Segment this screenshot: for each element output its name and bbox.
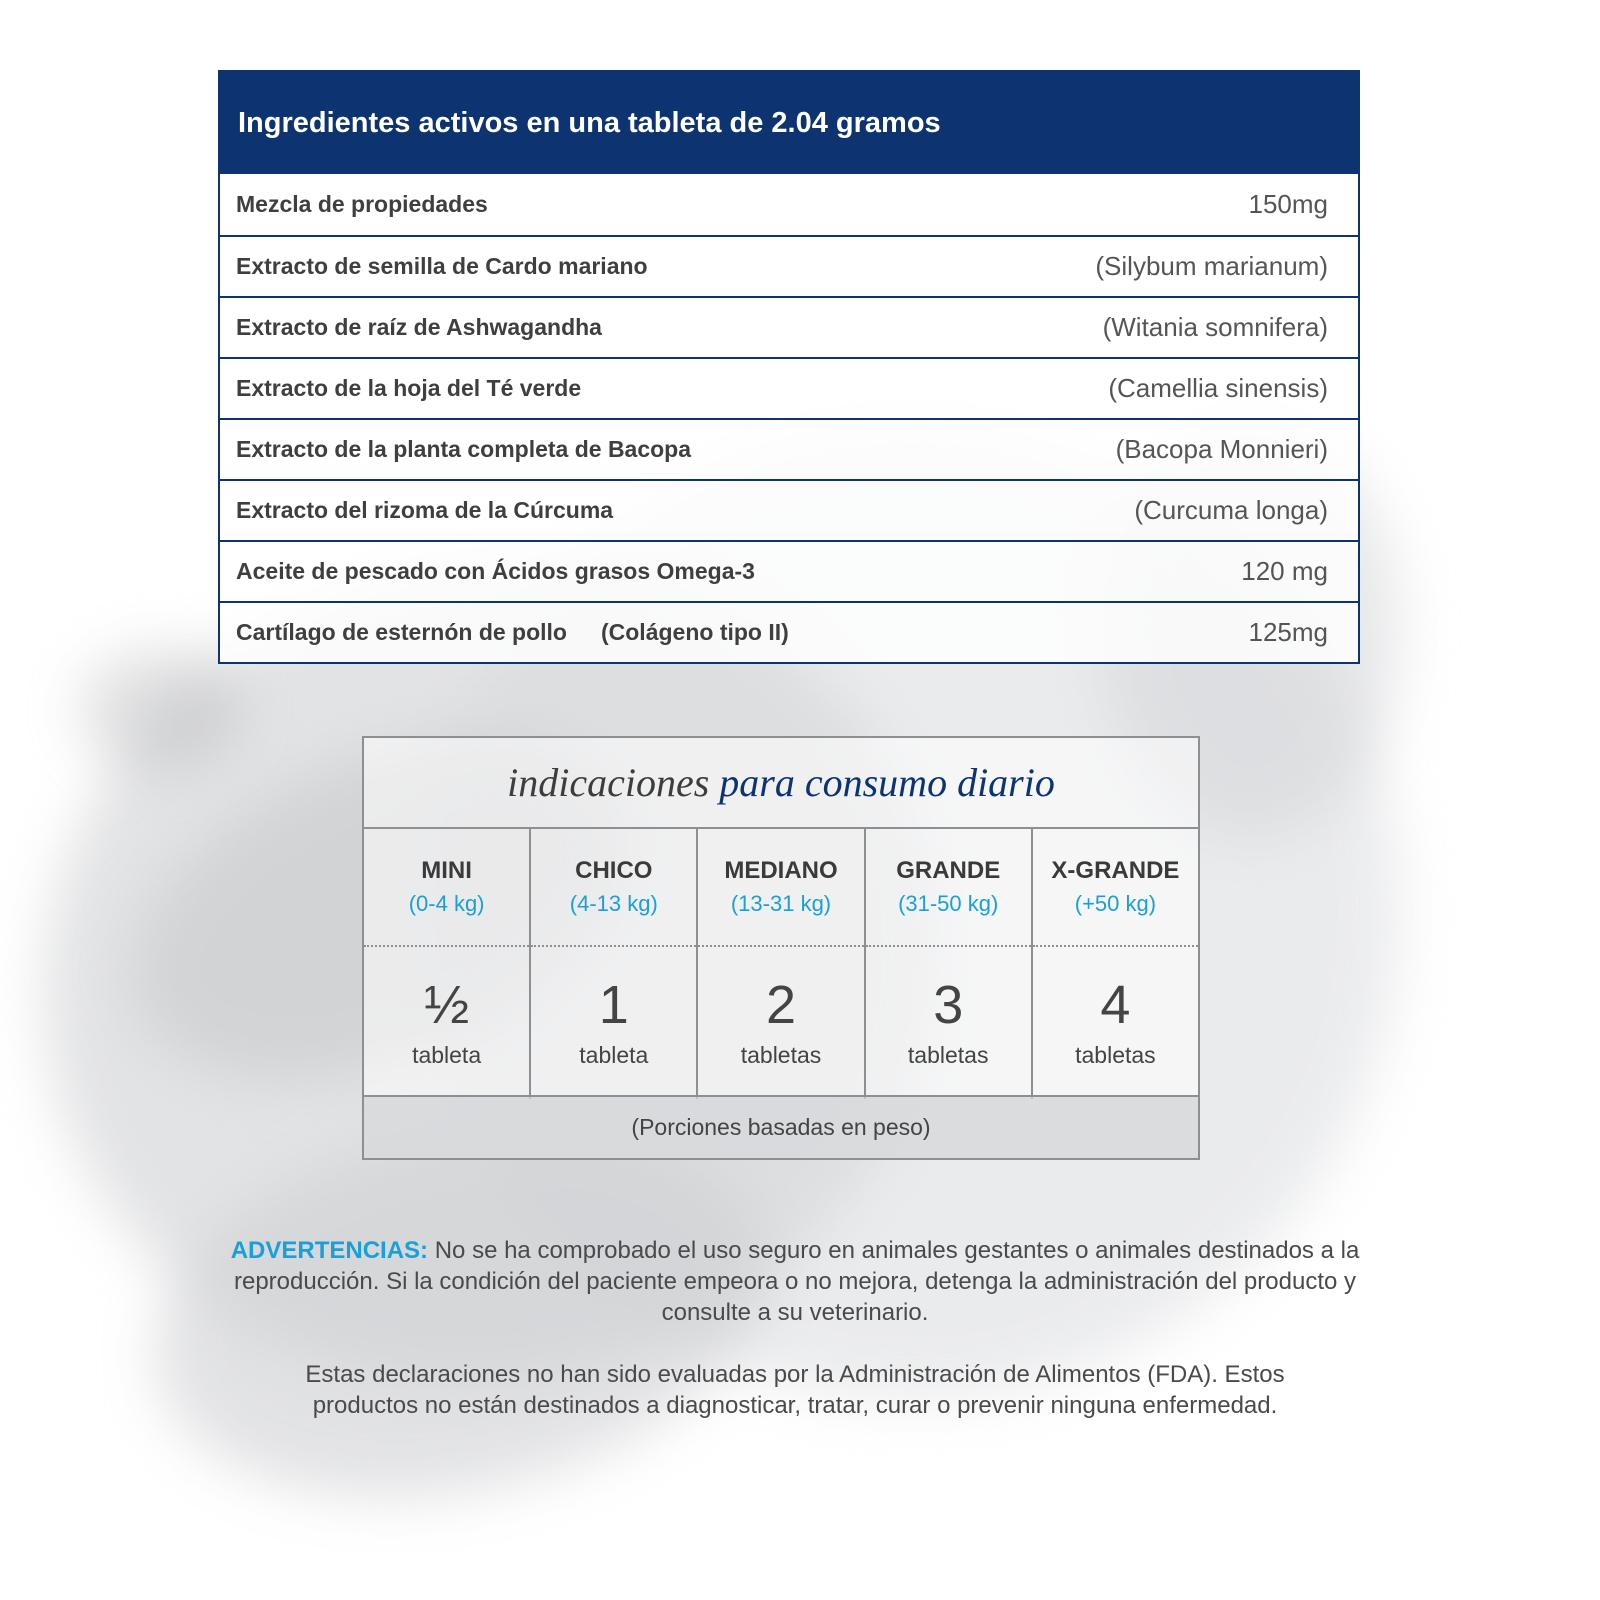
warning-label: ADVERTENCIAS: [230, 1237, 429, 1264]
dosage-card [362, 736, 1200, 1160]
tablet-quantity: ½ [424, 974, 470, 1035]
tablet-unit: tableta [412, 1041, 482, 1068]
ingredient-row [220, 357, 1358, 418]
size-label: CHICO [575, 857, 653, 884]
ingredient-value: 120 mg [1241, 556, 1328, 586]
tablet-quantity: 1 [598, 974, 629, 1035]
tablet-quantity: 3 [933, 974, 964, 1035]
ingredient-name: Aceite de pescado con Ácidos grasos Omega-3 [236, 558, 755, 584]
dosage-column-mini [364, 829, 529, 1099]
fda-disclaimer: Estas declaraciones no han sido evaluadas por la Administración de Alimentos (FDA). Estos productos no están destinados a diagnosticar, tratar, curar o prevenir ninguna enfermedad. [305, 1361, 1285, 1419]
ingredient-value: (Camellia sinensis) [1108, 373, 1328, 403]
dosage-footer: (Porciones basadas en peso) [364, 1095, 1198, 1158]
size-label: GRANDE [896, 857, 1001, 884]
dosage-column-chico [529, 829, 696, 1099]
size-label: X-GRANDE [1051, 857, 1180, 884]
ingredient-value: (Bacopa Monnieri) [1115, 434, 1328, 464]
weight-range: (4-13 kg) [569, 891, 658, 916]
dosage-grid [364, 829, 1198, 1099]
tablet-unit: tableta [579, 1041, 649, 1068]
weight-range: (+50 kg) [1074, 891, 1157, 916]
warning-body: No se ha comprobado el uso seguro en animales gestantes o animales destinados a la reproducción. Si la condición del paciente empeora o no mejora, detenga la administración del producto y consulte a su veterinario. [233, 1237, 1360, 1326]
ingredient-name [236, 619, 789, 646]
ingredient-value: 150mg [1248, 189, 1328, 219]
ingredient-name-main: Cartílago de esternón de pollo [236, 619, 567, 645]
dosage-column-mediano [696, 829, 863, 1099]
ingredient-row [220, 418, 1358, 479]
ingredient-row [220, 540, 1358, 601]
tablet-unit: tabletas [907, 1041, 989, 1068]
ingredients-header: Ingredientes activos en una tableta de 2.04 gramos [220, 72, 1358, 174]
dosage-column-grande [864, 829, 1031, 1099]
ingredient-row [220, 235, 1358, 296]
ingredient-row [220, 296, 1358, 357]
ingredient-name: Mezcla de propiedades [236, 191, 488, 217]
tablet-unit: tabletas [1075, 1041, 1156, 1068]
size-label: MEDIANO [724, 857, 838, 884]
ingredient-name: Extracto de la hoja del Té verde [236, 375, 582, 401]
dosage-title-part2: para consumo diario [719, 760, 1055, 805]
ingredient-name: Extracto de la planta completa de Bacopa [236, 436, 692, 462]
weight-range: (0-4 kg) [408, 891, 485, 916]
tablet-quantity: 2 [765, 974, 797, 1035]
ingredient-name: Extracto del rizoma de la Cúrcuma [236, 497, 614, 523]
size-label: MINI [421, 857, 472, 884]
tablet-quantity: 4 [1100, 974, 1131, 1035]
ingredient-name: Extracto de semilla de Cardo mariano [236, 253, 648, 279]
ingredient-value: (Witania somnifera) [1102, 312, 1328, 342]
dosage-column-x-grande [1031, 829, 1198, 1099]
weight-range: (13-31 kg) [730, 891, 832, 916]
ingredient-name-extra: (Colágeno tipo II) [600, 619, 789, 645]
weight-range: (31-50 kg) [898, 891, 999, 916]
ingredients-table [218, 70, 1360, 664]
ingredient-value: (Curcuma longa) [1134, 495, 1328, 525]
dosage-title-part1: indicaciones [507, 760, 710, 805]
ingredient-name: Extracto de raíz de Ashwagandha [236, 314, 602, 340]
dosage-title [364, 738, 1198, 829]
ingredient-value: (Silybum marianum) [1095, 251, 1328, 281]
ingredient-value: 125mg [1248, 617, 1328, 647]
ingredient-row [220, 479, 1358, 540]
ingredient-row [220, 174, 1358, 235]
tablet-unit: tabletas [740, 1041, 822, 1068]
warning-text [230, 1235, 1360, 1328]
ingredient-row [220, 601, 1358, 662]
